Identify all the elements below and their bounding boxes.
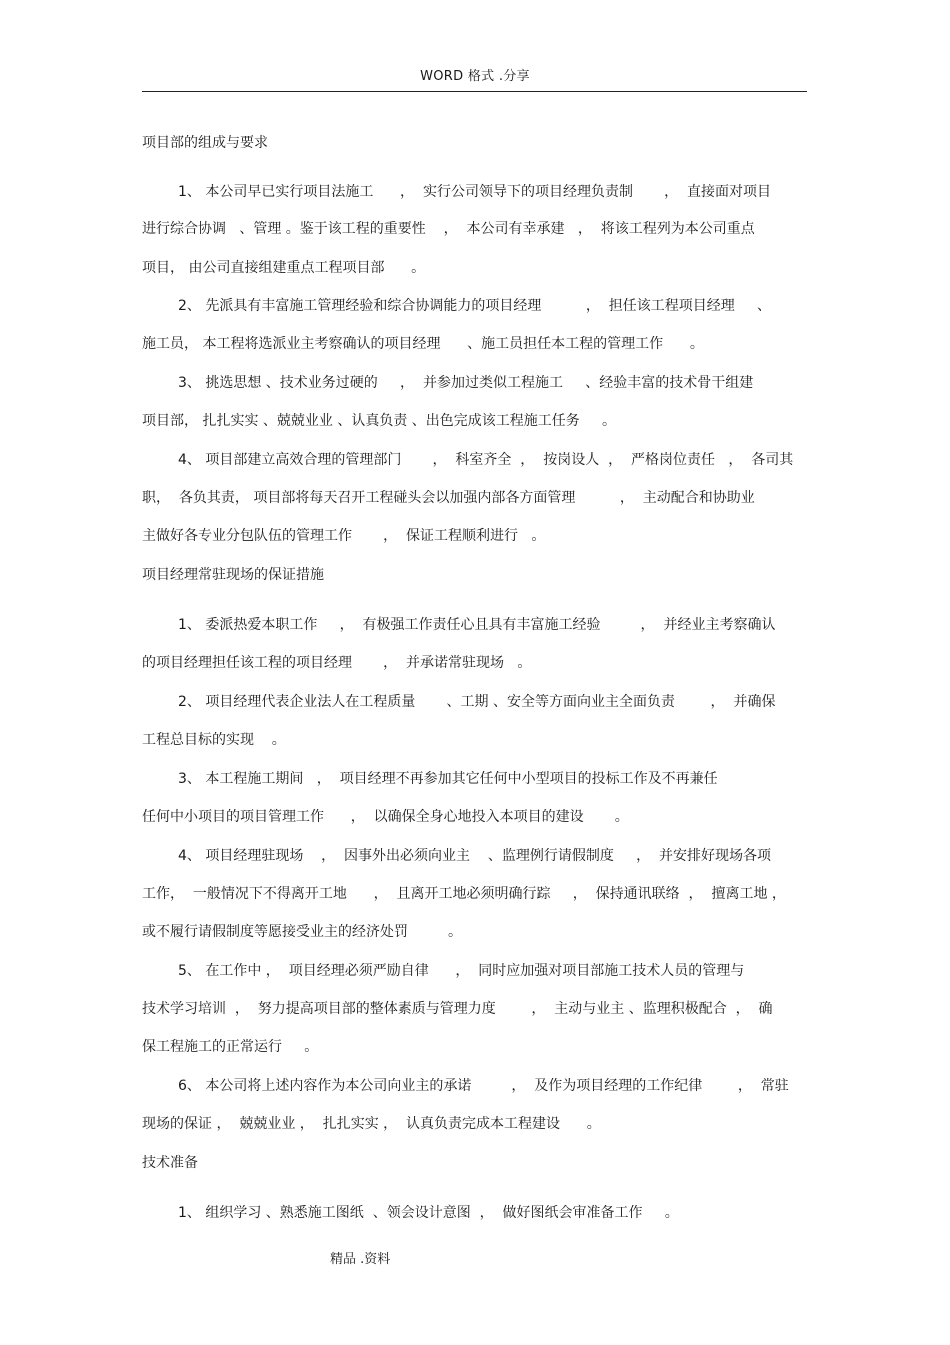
text-line: 5、 在工作中 ， 项目经理必须严励自律 ， 同时应加强对项目部施工技术人员的管理与 — [178, 963, 745, 979]
text-line: 3、 本工程施工期间 ， 项目经理不再参加其它任何中小型项目的投标工作及不再兼任 — [178, 771, 718, 787]
text-line: 技术学习培训 ， 努力提高项目部的整体素质与管理力度 ， 主动与业主 、监理积极配合 ， 确 — [142, 1001, 773, 1017]
text-line: 项目， 由公司直接组建重点工程项目部 。 — [142, 260, 426, 276]
section-title: 项目经理常驻现场的保证措施 — [142, 567, 324, 583]
text-line: 工作， 一般情况下不得离开工地 ， 且离开工地必须明确行踪 ， 保持通讯联络 ， 擅离工地 ， — [142, 886, 786, 902]
text-line: 或不履行请假制度等愿接受业主的经济处罚 。 — [142, 924, 463, 940]
text-line: 职， 各负其责， 项目部将每天召开工程碰头会以加强内部各方面管理 ， 主动配合和协助业 — [142, 490, 755, 506]
page-footer: 精品 .资料 — [330, 1252, 391, 1267]
text-line: 任何中小项目的项目管理工作 ， 以确保全身心地投入本项目的建设 。 — [142, 809, 629, 825]
section-title: 项目部的组成与要求 — [142, 135, 268, 151]
text-line: 1、 组织学习 、熟悉施工图纸 、领会设计意图 ， 做好图纸会审准备工作 。 — [178, 1205, 679, 1221]
text-line: 保工程施工的正常运行 。 — [142, 1039, 319, 1055]
page-header: WORD 格式 .分享 — [420, 69, 530, 84]
section-title: 技术准备 — [142, 1155, 198, 1171]
text-line: 的项目经理担任该工程的项目经理 ， 并承诺常驻现场 。 — [142, 655, 532, 671]
text-line: 2、 先派具有丰富施工管理经验和综合协调能力的项目经理 ， 担任该工程项目经理 、 — [178, 298, 772, 314]
text-line: 主做好各专业分包队伍的管理工作 ， 保证工程顺利进行 。 — [142, 528, 546, 544]
header-rule — [142, 91, 807, 92]
text-line: 4、 项目部建立高效合理的管理部门 ， 科室齐全 ， 按岗设人 ， 严格岗位责任 ， 各司其 — [178, 452, 794, 468]
text-line: 1、 委派热爱本职工作 ， 有极强工作责任心且具有丰富施工经验 ， 并经业主考察确认 — [178, 617, 776, 633]
text-line: 3、 挑选思想 、技术业务过硬的 ， 并参加过类似工程施工 、经验丰富的技术骨干组建 — [178, 375, 754, 391]
text-line: 2、 项目经理代表企业法人在工程质量 、工期 、安全等方面向业主全面负责 ， 并确保 — [178, 694, 776, 710]
text-line: 项目部， 扎扎实实 、兢兢业业 、认真负责 、出色完成该工程施工任务 。 — [142, 413, 617, 429]
text-line: 施工员， 本工程将选派业主考察确认的项目经理 、施工员担任本工程的管理工作 。 — [142, 336, 704, 352]
text-line: 1、 本公司早已实行项目法施工 ， 实行公司领导下的项目经理负责制 ， 直接面对项目 — [178, 184, 772, 200]
text-line: 工程总目标的实现 。 — [142, 732, 286, 748]
text-line: 6、 本公司将上述内容作为本公司向业主的承诺 ， 及作为项目经理的工作纪律 ， 常驻 — [178, 1078, 789, 1094]
text-line: 4、 项目经理驻现场 ， 因事外出必须向业主 、监理例行请假制度 ， 并安排好现场各项 — [178, 848, 772, 864]
text-line: 现场的保证 ， 兢兢业业 ， 扎扎实实 ， 认真负责完成本工程建设 。 — [142, 1116, 601, 1132]
text-line: 进行综合协调 、管理 。鉴于该工程的重要性 ， 本公司有幸承建 ， 将该工程列为本公司重点 — [142, 221, 755, 237]
